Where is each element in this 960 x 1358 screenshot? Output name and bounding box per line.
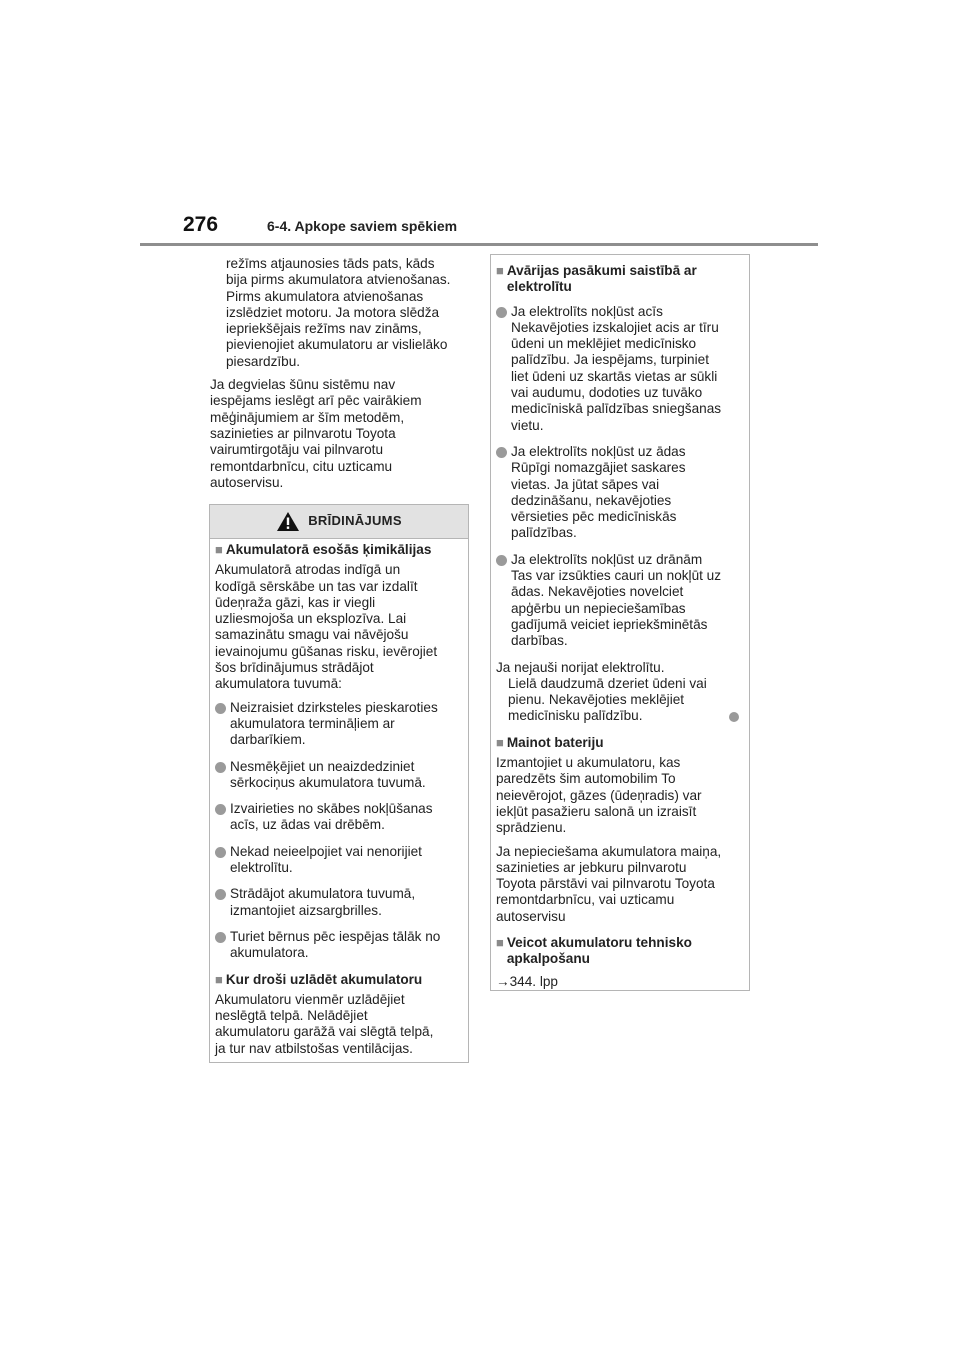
bullet-item [215,844,463,877]
text-line: Akumulatorā atrodas indīgā un [215,562,401,578]
text-line: ievainojumu gūšanas risku, ievērojiet [215,643,438,659]
text-line: autoservisu. [210,474,284,490]
bullet-item [496,304,744,434]
header-rule [140,243,818,246]
text-line: neievērojot, gāzes (ūdeņradis) var [496,787,702,803]
text-line: iepriekšējais režīms nav zināms, [226,321,422,337]
bullet-text [230,844,463,877]
text-line: kodīgā sērskābe un tas var izdalīt [215,578,418,594]
round-bullet-icon [215,762,226,773]
text-line: palīdzību. Ja iespējams, turpiniet [511,352,709,368]
warning-title: BRĪDINĀJUMS [308,513,402,529]
charging-heading [215,972,463,988]
bullet-text [511,304,744,434]
text-line: akumulatora termināļiem ar [230,715,395,731]
round-bullet-icon [215,847,226,858]
bullet-item [215,886,463,919]
text-line: gadījumā veiciet iepriekšminētās [511,616,708,632]
page-reference[interactable] [496,974,744,990]
left-column-text [210,256,468,498]
text-line: uzliesmojoša un eksplozīva. Lai [215,611,407,627]
text-line: sazinieties ar pilnvarotu Toyota [210,425,396,441]
round-bullet-icon [215,932,226,943]
bullet-item [496,552,744,650]
warning-content [210,539,468,1072]
text-line: Ja nejauši norijat elektrolītu. [496,659,665,675]
bullet-lead: Ja elektrolīts nokļūst acīs [511,303,663,319]
swallow-paragraph [496,660,744,725]
text-line: vai audumu, dodoties uz tuvāko [511,385,703,401]
bullet-text [230,886,463,919]
charging-paragraph [215,992,463,1057]
bullet-text [230,759,463,792]
heading-text: Kur droši uzlādēt akumulatoru [225,971,423,987]
text-line: akumulatora tuvumā: [215,676,342,692]
text-line: režīms atjaunosies tāds pats, kāds [226,256,435,271]
text-line: elektrolītu. [230,860,293,876]
text-line: sērkociņus akumulatora tuvumā. [230,774,426,790]
text-line: Strādājot akumulatora tuvumā, [230,886,416,902]
section-title: 6-4. Apkope saviem spēkiem [267,218,458,234]
heading-text [507,263,697,296]
heading-text: Mainot bateriju [506,734,604,750]
warning-header [210,505,468,539]
round-bullet-icon [496,307,507,318]
bullet-text [230,801,463,834]
text-line: medicīniskā palīdzības sniegšanas [511,401,722,417]
text-line: izmantojiet aizsargbrilles. [230,902,382,918]
bullet-lead: Ja elektrolīts nokļūst uz ādas [511,443,686,459]
text-line: remontdarbnīcu, citu uzticamu [210,458,393,474]
bullet-item [215,801,463,834]
round-bullet-icon [215,889,226,900]
chemicals-heading [215,542,463,558]
text-line: elektrolītu [506,279,572,295]
round-bullet-icon [496,555,507,566]
text-line: Ja degvielas šūnu sistēmu nav [210,377,396,393]
text-line: izslēdziet motoru. Ja motora slēdža [226,304,440,320]
text-line: vērsieties pēc medicīniskās [511,509,677,525]
page-reference-text: 344. lpp [509,973,558,989]
bullet-text [511,444,744,542]
text-line: Veicot akumulatoru tehnisko [506,934,692,950]
square-bullet-icon: ■ [496,263,504,278]
bullet-lead: Ja elektrolīts nokļūst uz drānām [511,551,703,567]
text-line: Izmantojiet u akumulatoru, kas [496,755,681,771]
text-line: apģērbu un nepieciešamības [511,600,686,616]
text-line: Ja nepieciešama akumulatora maiņa, [496,843,722,859]
square-bullet-icon: ■ [496,734,504,750]
text-line: palīdzības. [511,525,577,541]
text-line: remontdarbnīcu, vai uzticamu [496,892,675,908]
right-box [490,254,750,991]
text-line: Nekavējoties izskalojiet acis ar tīru [511,319,719,335]
text-line: Tas var izsūkties cauri un nokļūt uz [511,568,722,584]
warning-triangle-icon [276,511,300,532]
text-line: Rūpīgi nomazgājiet saskares [511,460,686,476]
page-number: 276 [183,213,219,236]
heading-text: Akumulatorā esošās ķimikālijas [225,542,432,557]
chemicals-paragraph [215,562,463,692]
round-bullet-icon [215,804,226,815]
text-line: iekļūt pasažieru salonā un izraisīt [496,803,697,819]
bullet-item [215,759,463,792]
text-line: Avārijas pasākumi saistībā ar [506,263,697,278]
replacing-paragraph-2 [496,844,744,925]
bullet-item [496,444,744,542]
text-line: iespējams ieslēgt arī pēc vairākiem [210,393,422,409]
text-line: Nesmēķējiet un neaizdedziniet [230,758,415,774]
maintenance-heading [496,935,744,968]
arrow-right-icon: → [496,973,510,989]
square-bullet-icon: ■ [215,542,223,557]
text-line: Izvairieties no skābes nokļūšanas [230,801,433,817]
square-bullet-icon: ■ [215,971,223,987]
text-line: neslēgtā telpā. Nelādējiet [215,1008,368,1024]
text-line: darbarīkiem. [230,732,306,748]
warning-box [209,504,469,1063]
fuel-cell-paragraph [210,377,468,491]
text-line: ja tur nav atbilstošas ventilācijas. [215,1040,413,1056]
text-line: apkalpošanu [506,951,590,967]
text-line: vairumtirgotāju vai pilnvarotu [210,442,384,458]
text-line: šos brīdinājumus strādājot [215,660,374,676]
text-line: liet ūdeni uz skartās vietas ar sūkli [511,368,718,384]
text-line: Nekad neieelpojiet vai nenorijiet [230,843,422,859]
replacing-heading [496,735,744,751]
text-line: Toyota pārstāvi vai pilnvarotu Toyota [496,876,715,892]
text-line: sazinieties ar jebkuru pilnvarotu [496,859,687,875]
text-line: ūdeni un meklējiet medicīnisko [511,336,697,352]
bullet-item [215,929,463,962]
text-line: samazinātu smagu vai nāvējošu [215,627,409,643]
continued-paragraph [210,256,468,370]
text-line: dedzināšanu, nekavējoties [511,492,672,508]
right-box-content [491,255,749,1005]
bullet-text [511,552,744,650]
text-line: vietas. Ja jūtat sāpes vai [511,476,660,492]
text-line: acīs, uz ādas vai drēbēm. [230,817,385,833]
text-line: mēģinājumiem ar šīm metodēm, [210,409,405,425]
bullet-text [230,700,463,749]
replacing-paragraph-1 [496,755,744,836]
round-bullet-icon [215,703,226,714]
text-line: ādas. Nekavējoties novelciet [511,584,684,600]
text-line: Pirms akumulatora atvienošanas [226,288,424,304]
bullet-text [230,929,463,962]
text-line: pienu. Nekavējoties meklējiet [508,692,685,708]
heading-text [507,935,692,968]
text-line: akumulatoru garāžā vai slēgtā telpā, [215,1024,434,1040]
emergency-heading [496,263,744,296]
text-line: pievienojiet akumulatoru ar vislielāko [226,337,448,353]
text-line: bija pirms akumulatora atvienošanas. [226,272,451,288]
text-line: Turiet bērnus pēc iespējas tālāk no [230,928,441,944]
text-line: paredzēts šim automobilim To [496,771,676,787]
text-line: ūdeņraža gāzi, kas ir viegli [215,594,376,610]
text-line: autoservisu [496,908,566,924]
text-line: piesardzību. [226,353,301,369]
text-line: Neizraisiet dzirksteles pieskaroties [230,699,438,715]
text-line: darbības. [511,633,568,649]
text-line: vietu. [511,417,544,433]
text-line: medicīnisku palīdzību. [508,708,643,724]
text-line: akumulatora. [230,945,309,961]
text-line: sprādzienu. [496,820,567,836]
bullet-item [215,700,463,749]
square-bullet-icon: ■ [496,934,504,950]
text-line: Lielā daudzumā dzeriet ūdeni vai [508,675,707,691]
text-line: Akumulatoru vienmēr uzlādējiet [215,991,405,1007]
end-marker-icon [729,712,739,722]
round-bullet-icon [496,447,507,458]
